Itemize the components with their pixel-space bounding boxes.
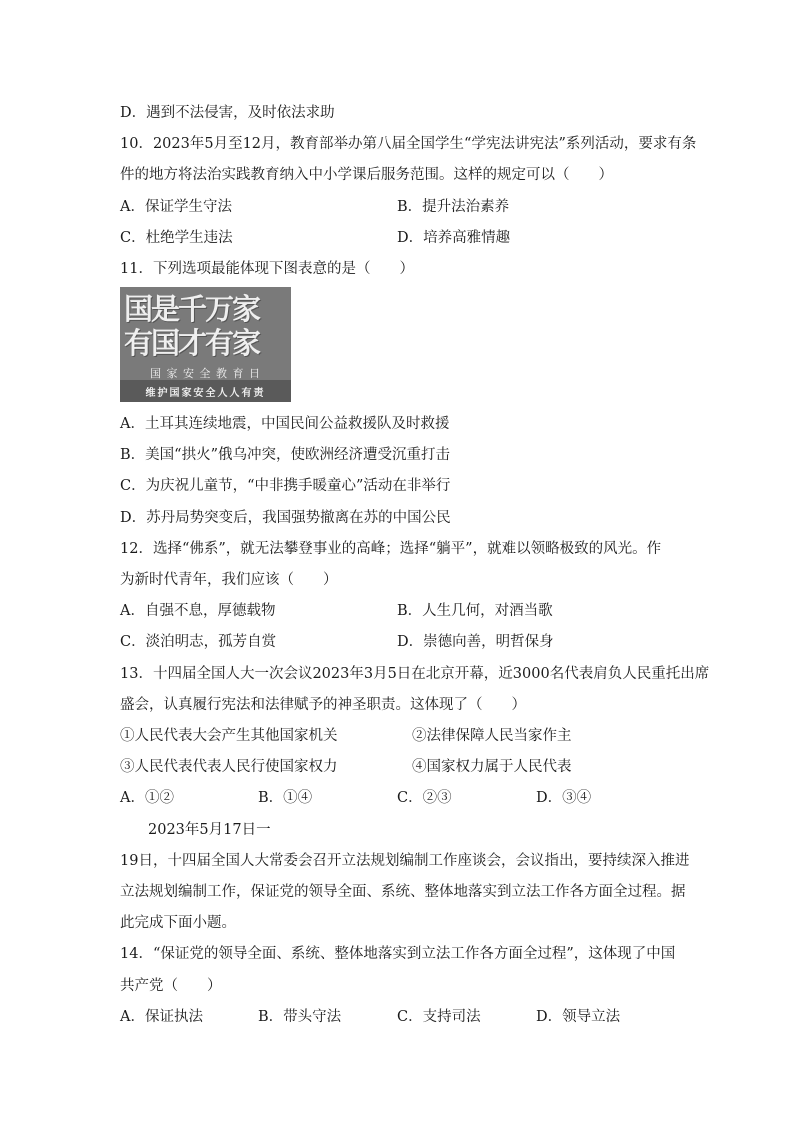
q13-option-a: A．①② — [120, 790, 174, 806]
material-date-line: 2023年5月17日一 — [148, 822, 271, 838]
q10-option-c: C．杜绝学生违法 — [120, 230, 233, 246]
poster-line3: 国 家 安 全 教 育 日 — [150, 367, 261, 380]
q10-option-d: D．培养高雅情趣 — [397, 230, 511, 246]
poster-line4: 维护国家安全人人有责 — [145, 388, 266, 399]
q10-option-a: A．保证学生守法 — [120, 199, 232, 215]
q11-stem: 11．下列选项最能体现下图表意的是（ ） — [120, 261, 414, 277]
q13-stem-line2: 盛会，认真履行宪法和法律赋予的神圣职责。这体现了（ ） — [120, 697, 526, 713]
q10-stem-line2: 件的地方将法治实践教育纳入中小学课后服务范围。这样的规定可以（ ） — [120, 167, 613, 183]
q11-option-c: C．为庆祝儿童节，“中非携手暖童心”活动在非举行 — [120, 478, 451, 494]
q13-option-d: D．③④ — [536, 790, 592, 806]
q11-option-a: A．土耳其连续地震，中国民间公益救援队及时救援 — [120, 416, 450, 432]
q14-option-a: A．保证执法 — [120, 1009, 203, 1025]
q13-option-c: C．②③ — [397, 790, 452, 806]
q14-option-c: C．支持司法 — [397, 1009, 481, 1025]
q13-statement-2: ②法律保障人民当家作主 — [412, 728, 572, 744]
q12-option-d: D．崇德向善，明哲保身 — [397, 634, 554, 650]
q11-option-b: B．美国“拱火”俄乌冲突，使欧洲经济遭受沉重打击 — [120, 447, 450, 463]
material-line2: 立法规划编制工作，保证党的领导全面、系统、整体地落实到立法工作各方面全过程。据 — [120, 884, 686, 900]
q14-stem-line2: 共产党（ ） — [120, 978, 222, 994]
q12-option-c: C．淡泊明志，孤芳自赏 — [120, 634, 277, 650]
material-line1: 19日，十四届全国人大常委会召开立法规划编制工作座谈会，会议指出，要持续深入推进 — [120, 853, 690, 869]
q10-stem-line1: 10．2023年5月至12月，教育部举办第八届全国学生“学宪法讲宪法”系列活动，要求有条 — [120, 136, 697, 152]
q9-option-d: D．遇到不法侵害，及时依法求助 — [120, 105, 335, 121]
q10-option-b: B．提升法治素养 — [397, 199, 510, 215]
poster-line2: 有国才有家 — [124, 326, 260, 360]
q12-stem-line1: 12．选择“佛系”，就无法攀登事业的高峰；选择“躺平”，就难以领略极致的风光。作 — [120, 541, 662, 557]
material-line3: 此完成下面小题。 — [120, 915, 236, 931]
q14-option-b: B．带头守法 — [258, 1009, 342, 1025]
poster-line1: 国是千万家 — [124, 292, 260, 326]
q13-stem-line1: 13．十四届全国人大一次会议2023年3月5日在北京开幕，近3000名代表肩负人民重托出席 — [120, 666, 710, 682]
q13-option-b: B．①④ — [258, 790, 313, 806]
q12-stem-line2: 为新时代青年，我们应该（ ） — [120, 572, 338, 588]
q13-statement-1: ①人民代表大会产生其他国家机关 — [120, 728, 338, 744]
q14-stem-line1: 14．“保证党的领导全面、系统、整体地落实到立法工作各方面全过程”，这体现了中国 — [120, 946, 676, 962]
q12-option-a: A．自强不息，厚德载物 — [120, 603, 276, 619]
q13-statement-4: ④国家权力属于人民代表 — [412, 759, 572, 775]
q11-option-d: D．苏丹局势突变后，我国强势撤离在苏的中国公民 — [120, 510, 451, 526]
q12-option-b: B．人生几何，对酒当歌 — [397, 603, 553, 619]
national-security-poster — [120, 287, 291, 402]
q14-option-d: D．领导立法 — [536, 1009, 621, 1025]
q13-statement-3: ③人民代表代表人民行使国家权力 — [120, 759, 338, 775]
